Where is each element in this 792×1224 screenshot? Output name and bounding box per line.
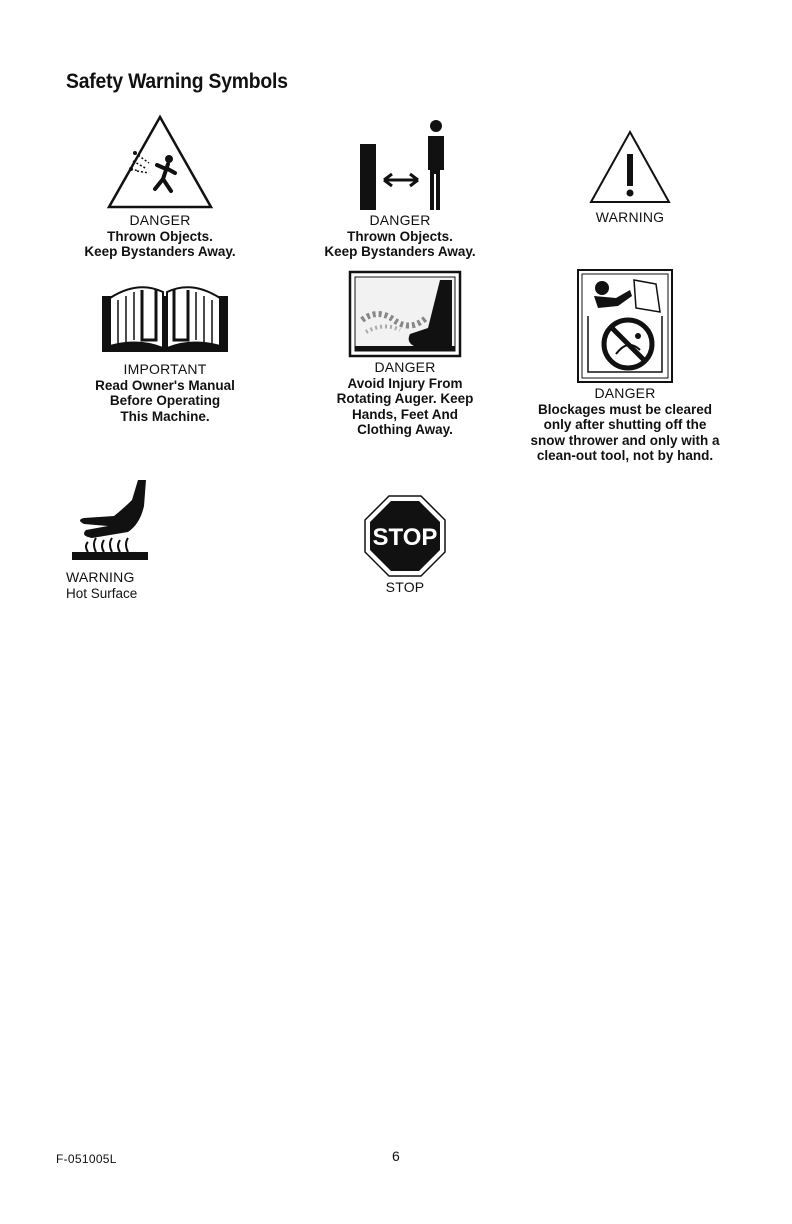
page-title: Safety Warning Symbols: [66, 70, 288, 93]
symbol-heading: WARNING: [66, 569, 135, 585]
symbol-blockages: [495, 268, 755, 464]
symbol-text-line: Thrown Objects.: [107, 228, 213, 244]
rotating-auger-icon: [348, 270, 462, 358]
symbol-text-line: This Machine.: [120, 408, 210, 424]
symbol-text-line: Rotating Auger. Keep: [336, 391, 474, 406]
symbol-heading: WARNING: [595, 209, 665, 225]
footer-document-code: F-051005L: [56, 1152, 117, 1166]
symbol-heading: DANGER: [374, 359, 436, 375]
symbol-text-line: only after shutting off the: [543, 417, 707, 432]
bystander-distance-icon: [350, 118, 450, 210]
page-number: 6: [392, 1148, 400, 1164]
symbol-thrown-objects-triangle: [50, 113, 270, 260]
symbol-hot-surface: [66, 478, 216, 601]
symbol-text-line: Avoid Injury From: [347, 375, 463, 391]
open-manual-icon: [98, 276, 232, 356]
exclamation-triangle-icon: [587, 128, 673, 206]
hot-surface-icon: [68, 478, 152, 564]
symbol-text-line: Hands, Feet And: [351, 406, 458, 422]
symbol-text-line: Hot Surface: [66, 585, 138, 601]
stop-sign-text: STOP: [372, 524, 438, 551]
symbol-text-line: Keep Bystanders Away.: [324, 244, 476, 259]
symbol-text-line: Before Operating: [109, 393, 221, 408]
symbol-heading: DANGER: [129, 212, 191, 228]
symbol-stop: [330, 494, 480, 596]
symbol-heading: DANGER: [369, 212, 431, 228]
symbol-text-line: Read Owner's Manual: [95, 377, 235, 393]
thrown-objects-icon: [105, 113, 215, 211]
symbol-text-line: snow thrower and only with a: [530, 432, 720, 448]
symbol-thrown-objects-bystander: [290, 118, 510, 260]
symbol-text-line: Thrown Objects.: [347, 228, 453, 244]
no-hand-clearing-icon: [576, 268, 674, 384]
symbol-rotating-auger: [300, 270, 510, 438]
symbol-text-line: Blockages must be cleared: [537, 401, 713, 417]
symbol-general-warning: [530, 128, 730, 226]
symbol-text-line: Clothing Away.: [357, 422, 453, 437]
symbol-text-line: Keep Bystanders Away.: [84, 244, 236, 259]
symbol-read-manual: [60, 276, 270, 424]
symbol-heading: IMPORTANT: [123, 361, 207, 377]
symbol-heading: STOP: [385, 579, 425, 595]
stop-sign-icon: [363, 494, 447, 578]
symbol-text-line: clean-out tool, not by hand.: [536, 448, 714, 463]
symbol-heading: DANGER: [594, 385, 656, 401]
